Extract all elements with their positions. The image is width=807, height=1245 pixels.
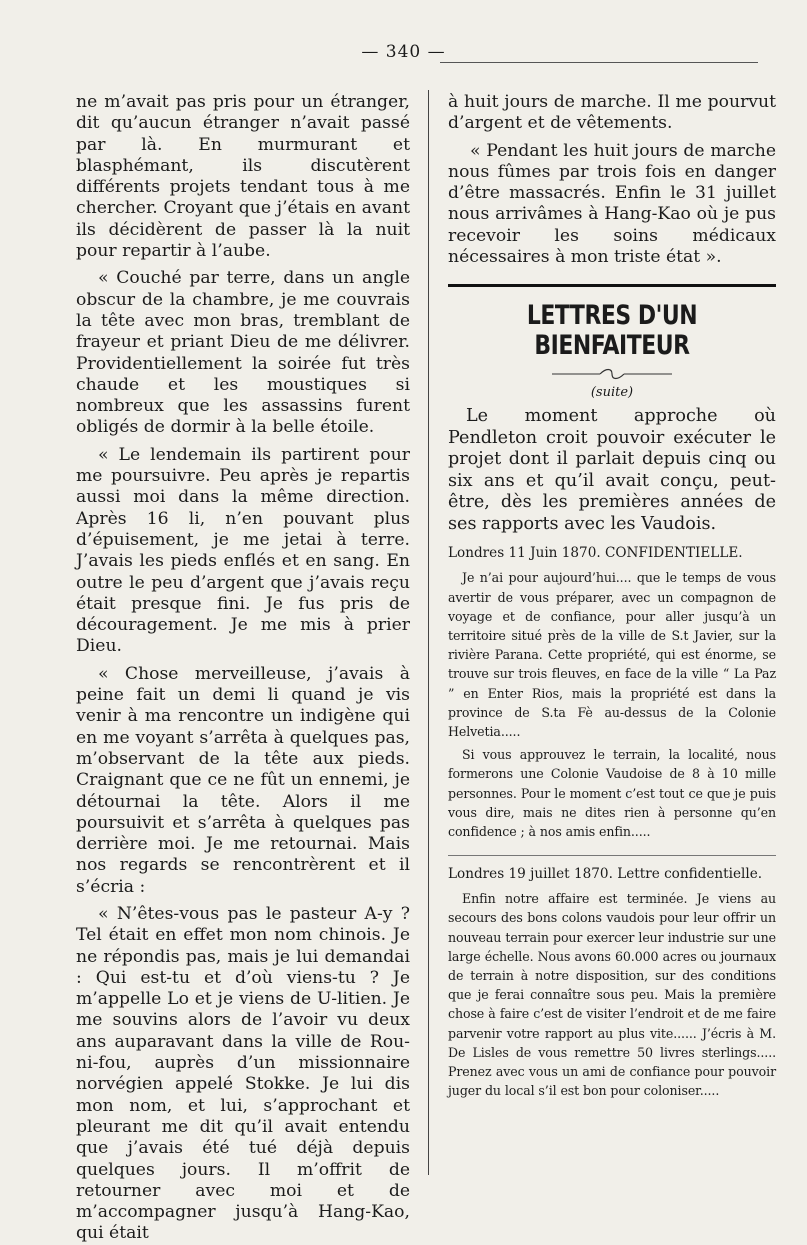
paragraph: « Chose merveilleuse, j’avais à peine fait un demi li quand je vis venir à ma rencontre un indigène qui en me voyant s’arrêta à quelques pas, m’observant de la tête aux pieds. Craignant que ce ne fût un ennemi, je détournai la tête. Alors il me poursuivit et s’arrêta à quelques pas derrière moi. Je me retournai. Mais nos regards se rencontrèrent et il s’écria : (76, 663, 410, 897)
paragraph: ne m’avait pas pris pour un étranger, dit qu’aucun étranger n’avait passé par là. En murmurant et blasphémant, ils discutèrent différents projets tendant tous à me chercher. Croyant que j’étais en avant ils décidèrent de passer là la nuit pour repartir à l’aube. (76, 92, 410, 262)
paragraph: « N’êtes-vous pas le pasteur A-y ? Tel était en effet mon nom chinois. Je ne répondis pas, mais je lui demandai : Qui est-tu et d’où viens-tu ? Je m’appelle Lo et je viens de U-litien. Je me souvins alors de l’avoir vu deux ans auparavant dans la ville de Rou-ni-fou, auprès d’un missionnaire norvégien appelé Stokke. Je lui dis mon nom, et lui, s’approchant et pleurant me dit qu’il avait entendu que j’avais été tué déjà depuis quelques jours. Il m’offrit de retourner avec moi et de m’accompagner jusqu’à Hang-Kao, qui était (76, 903, 410, 1244)
letter-paragraph: Si vous approuvez le terrain, la localité, nous formerons une Colonie Vaudoise de 8 à 10 mille personnes. Pour le moment c’est tout ce que je puis vous dire, mais ne dites rien à personne qu’en confidence ; à nos amis enfin..... (448, 747, 776, 840)
flourish-ornament (552, 367, 672, 381)
letter-paragraph: Enfin notre affaire est terminée. Je viens au secours des bons colons vaudois pour leur offrir un nouveau terrain pour exercer leur industrie sur une large échelle. Nous avons 60.000 acres ou journaux de terrain à notre disposition, sur des conditions que je ferai connaître sous peu. Mais la première chose à faire c’est de visiter l’endroit et de me faire parvenir votre rapport au plus vite...... J’écris à M. De Lisles de vous remettre 50 livres sterlings..... Prenez avec vous un ami de confiance pour pouvoir juger du local s’il est bon pour coloniser..... (448, 891, 776, 1099)
section-heading: LETTRES D'UN BIENFAITEUR (526, 300, 698, 362)
suite-label: (suite) (590, 385, 634, 401)
header-rule (440, 62, 758, 63)
column-divider (428, 90, 429, 1175)
section-rule (448, 284, 776, 287)
paragraph: « Pendant les huit jours de marche nous fûmes par trois fois en danger d’être massacrés. Enfin le 31 juillet nous arrivâmes à Hang-Kao où je pus recevoir les soins médicaux nécessaires à mon triste état ». (448, 140, 776, 268)
intro-paragraph: Le moment approche où Pendleton croit pouvoir exécuter le projet dont il parlait depuis cinq ou six ans et qu’il avait conçu, peut-être, dès les premières années de ses rapports avec les Vaudois. (448, 406, 776, 534)
left-column (76, 92, 410, 1245)
letter-header: Londres 19 juillet 1870. Lettre confidentielle. (448, 866, 763, 883)
page-number: — 340 — (361, 42, 446, 62)
right-column (448, 92, 776, 1100)
letter-separator (448, 855, 776, 856)
letter-header: Londres 11 Juin 1870. CONFIDENTIELLE. (448, 545, 743, 562)
paragraph: à huit jours de marche. Il me pourvut d’argent et de vêtements. (448, 92, 776, 134)
paragraph: « Le lendemain ils partirent pour me poursuivre. Peu après je repartis aussi moi dans la même direction. Après 16 li, n’en pouvant plus d’épuisement, je me jetai à terre. J’avais les pieds enflés et en sang. En outre le peu d’argent que j’avais reçu était presque fini. Je fus pris de découragement. Je me mis à prier Dieu. (76, 444, 410, 657)
paragraph: « Couché par terre, dans un angle obscur de la chambre, je me couvrais la tête avec mon bras, tremblant de frayeur et priant Dieu de me délivrer. Providentiellement la soirée fut très chaude et les moustiques si nombreux que les assassins furent obligés de dormir à la belle étoile. (76, 268, 410, 438)
letter-paragraph: Je n’ai pour aujourd’hui.... que le temps de vous avertir de vous préparer, avec un compagnon de voyage et de confiance, pour aller jusqu’à un territoire situé près de la ville de S.t Javier, sur la rivière Parana. Cette propriété, qui est énorme, se trouve sur trois fleuves, en face de la ville “ La Paz ” en Enter Rios, mais la propriété est dans la province de S.ta Fè au-dessus de la Colonie Helvetia..... (448, 570, 776, 739)
